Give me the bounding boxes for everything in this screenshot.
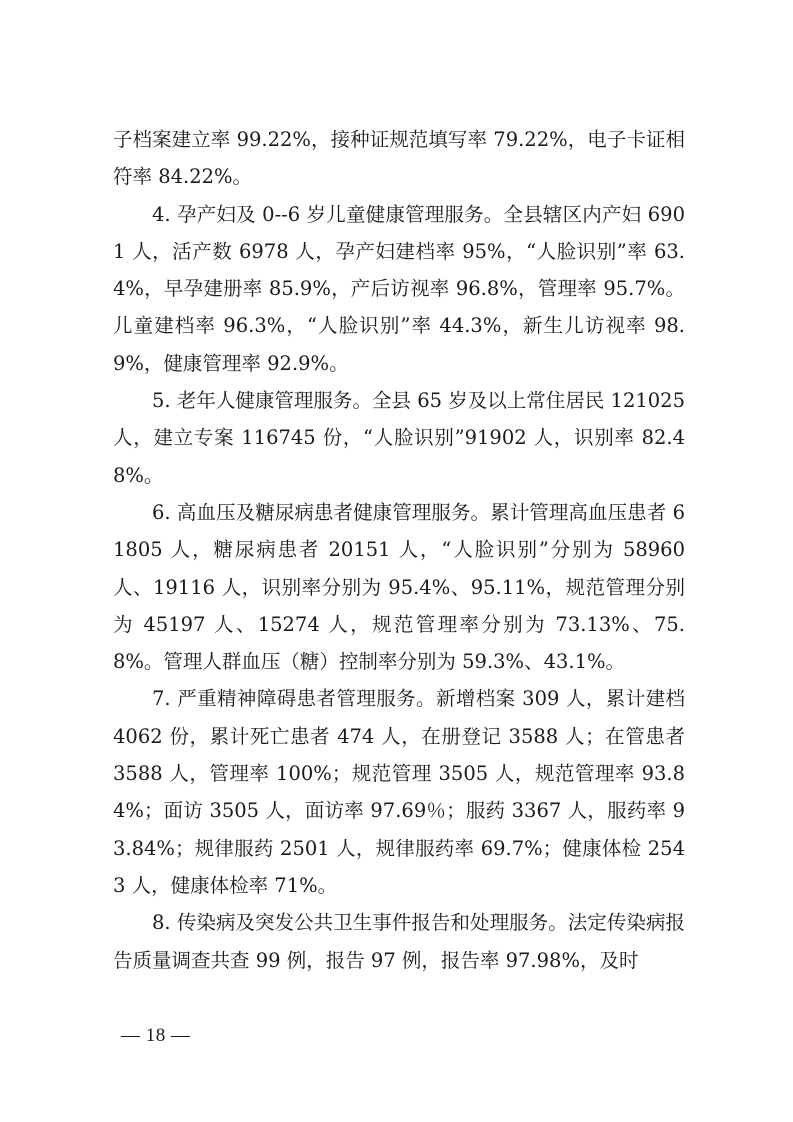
paragraph-continuation: 子档案建立率 99.22%，接种证规范填写率 79.22%，电子卡证相符率 84.22%。 — [113, 128, 685, 189]
page-number: — 18 — — [121, 1025, 191, 1046]
paragraph-infectious-disease: 8. 传染病及突发公共卫生事件报告和处理服务。法定传染病报告质量调查共查 99 例，报告 97 例，报告率 97.98%，及时 — [113, 911, 685, 972]
paragraph-hypertension-diabetes: 6. 高血压及糖尿病患者健康管理服务。累计管理高血压患者 61805 人，糖尿病患者 20151 人，“人脸识别”分别为 58960 人、19116 人，识别率分别为 95.4%、95.11%，规范管理分别为 45197 人、15274 人，规范管理率分别为 73.13%、75.8%。管理人群血压（糖）控制率分别为 59.3%、43.1%。 — [113, 500, 685, 674]
paragraph-elderly-health: 5. 老年人健康管理服务。全县 65 岁及以上常住居民 121025 人，建立专案 116745 份，“人脸识别”91902 人，识别率 82.48%。 — [113, 389, 685, 487]
paragraph-mental-health: 7. 严重精神障碍患者管理服务。新增档案 309 人，累计建档 4062 份，累计死亡患者 474 人，在册登记 3588 人；在管患者 3588 人，管理率 100%；规范管理 3505 人，规范管理率 93.84%；面访 3505 人，面访率 97.69％；服药 3367 人，服药率 93.84%；规律服药 2501 人，规律服药率 69.7%；健康体检 2543 人，健康体检率 71%。 — [113, 687, 685, 897]
paragraph-maternal-child-health: 4. 孕产妇及 0--6 岁儿童健康管理服务。全县辖区内产妇 6901 人，活产数 6978 人，孕产妇建档率 95%，“人脸识别”率 63.4%，早孕建册率 85.9%，产后访视率 96.8%，管理率 95.7%。儿童建档率 96.3%，“人脸识别”率 44.3%，新生儿访视率 98.9%，健康管理率 92.9%。 — [113, 202, 685, 375]
body-text — [113, 121, 685, 979]
